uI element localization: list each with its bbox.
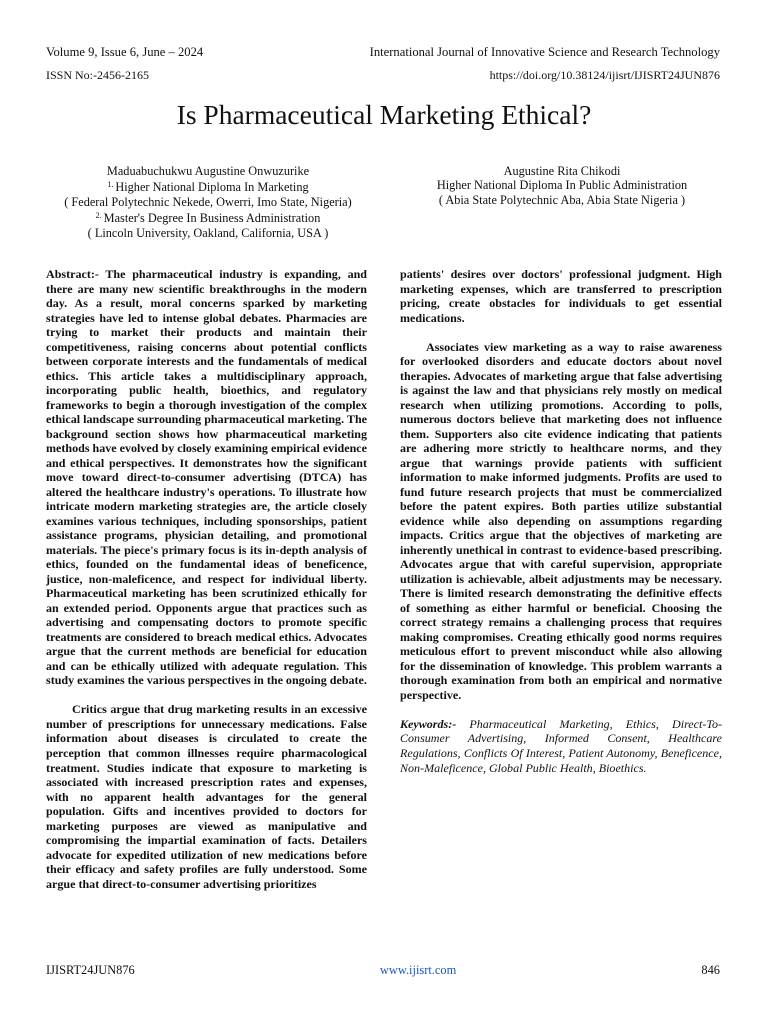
page-footer bbox=[46, 963, 720, 978]
author-block-1 bbox=[40, 164, 376, 240]
keywords-list: Pharmaceutical Marketing, Ethics, Direct-To-Consumer Advertising, Informed Consent, Healthcare Regulations, Conflicts Of Interest, Patient Autonomy, Beneficence, Non-Maleficence, Global Public Health, Bioethics. bbox=[400, 716, 722, 775]
paper-title: Is Pharmaceutical Marketing Ethical? bbox=[176, 99, 592, 130]
author-institution: ( Federal Polytechnic Nekede, Owerri, Imo State, Nigeria) bbox=[64, 194, 352, 209]
author-institution: ( Abia State Polytechnic Aba, Abia State Nigeria ) bbox=[438, 192, 686, 207]
author-institution: ( Lincoln University, Oakland, California, USA ) bbox=[87, 225, 329, 240]
critics-paragraph: Critics argue that drug marketing results in an excessive number of prescriptions for unnecessary medications. False information about diseases is circulated to create the perception that common illnesses require pharmacological treatment. Studies indicate that exposure to marketing is associated with increased prescription rates and expenses, with no apparent health advantages for the general population. Gifts and incentives provided to doctors for marketing purposes are viewed as manipulative and compromising the impartial examination of facts. Detailers advocate for expedited utilization of new medications before their efficacy and safety profiles are fully understood. Some argue that direct-to-consumer advertising prioritizes bbox=[46, 702, 367, 891]
author-affiliation: $^{2.}$ Master's Degree In Business Administration bbox=[95, 211, 321, 226]
associates-paragraph: Associates view marketing as a way to raise awareness for overlooked disorders and educate doctors about novel therapies. Advocates of marketing argue that false advertising is against the law and that physicians rely mostly on medical research when utilizing promotions. According to polls, numerous doctors believe that marketing does not influence them. Supporters also cite evidence indicating that patients are adhering more strictly to healthcare norms, and they argue that warnings provide patients with sufficient information to make informed judgments. Profits are used to fund future research projects that must be commercialized before the patent expires. Both parties utilize substantial evidence while also depending on assumptions regarding impacts. Critics argue that the objectives of marketing are inherently unethical in contrast to evidence-based prescribing. Advocates argue that with careful supervision, appropriate utilization is achievable, albeit adjustments may be necessary. There is limited research demonstrating the definitive effects of something as either harmful or beneficial. Choosing the correct strategy remains a challenging process that requires making compromises. Creating ethically good norms requires meticulous effort to prevent misconduct while also allowing for the dissemination of knowledge. This problem warrants a thorough examination from both an empirical and normative perspective. bbox=[400, 339, 722, 702]
doi-link[interactable]: https://doi.org/10.38124/ijisrt/IJISRT24JUN876 bbox=[489, 68, 720, 82]
author-affiliation: $^{1.}$ Higher National Diploma In Marketing bbox=[107, 180, 309, 195]
author-block-2 bbox=[394, 164, 730, 207]
critics-paragraph-continued: patients' desires over doctors' professional judgment. High marketing expenses, which are transferred to prescription pricing, create obstacles for individuals to get essential medications. bbox=[400, 267, 722, 325]
author-affiliation: Higher National Diploma In Public Administration bbox=[436, 178, 688, 193]
left-column bbox=[46, 267, 367, 891]
author-name: Augustine Rita Chikodi bbox=[503, 164, 621, 178]
author-name: Maduabuchukwu Augustine Onwuzurike bbox=[106, 164, 310, 178]
volume-issue: Volume 9, Issue 6, June – 2024 bbox=[46, 45, 204, 59]
running-header bbox=[46, 45, 720, 60]
paper-id: IJISRT24JUN876 bbox=[46, 963, 135, 977]
journal-name: International Journal of Innovative Science and Research Technology bbox=[369, 45, 720, 59]
keywords-label: Keywords:- bbox=[400, 716, 457, 731]
journal-website-link[interactable]: www.ijisrt.com bbox=[379, 963, 457, 977]
keywords-paragraph bbox=[400, 717, 722, 775]
identifier-header bbox=[46, 68, 720, 83]
issn: ISSN No:-2456-2165 bbox=[46, 68, 150, 82]
abstract-paragraph: Abstract:- The pharmaceutical industry is expanding, and there are many new scientific breakthroughs in the modern day. As a result, moral concerns sparked by marketing strategies have led to intense global debates. Pharmacies are trying to market their products and maintain their competitiveness, raising concerns about potential conflicts between corporate interests and the fundamentals of medical ethics. This article takes a multidisciplinary approach, incorporating public health, bioethics, and regulatory frameworks to begin a thorough investigation of the complex ethical landscape surrounding pharmaceutical marketing. The background section shows how pharmaceutical marketing methods have evolved by closely examining empirical evidence and ethical perspectives. It demonstrates how the significant move toward direct-to-consumer advertising (DTCA) has altered the healthcare industry's operations. To illustrate how intricate modern marketing strategies are, the article closely examines various techniques, including sponsorships, patient assistance programs, physician detailing, and promotional materials. The piece's primary focus is its in-depth analysis of ethics, founded on the fundamental ideas of beneficence, justice, non-maleficence, and respect for individual liberty. Pharmaceutical marketing has been scrutinized ethically for an extended period. Opponents argue that practices such as advertising and compensating doctors to promote specific treatments are considered to breach medical ethics. Advocates argue that the current methods are beneficial for education and can be ethically utilized with adequate regulation. This study examines the various perspectives in the ongoing debate. bbox=[46, 267, 367, 688]
right-column bbox=[400, 267, 722, 775]
page-number: 846 bbox=[701, 963, 720, 977]
